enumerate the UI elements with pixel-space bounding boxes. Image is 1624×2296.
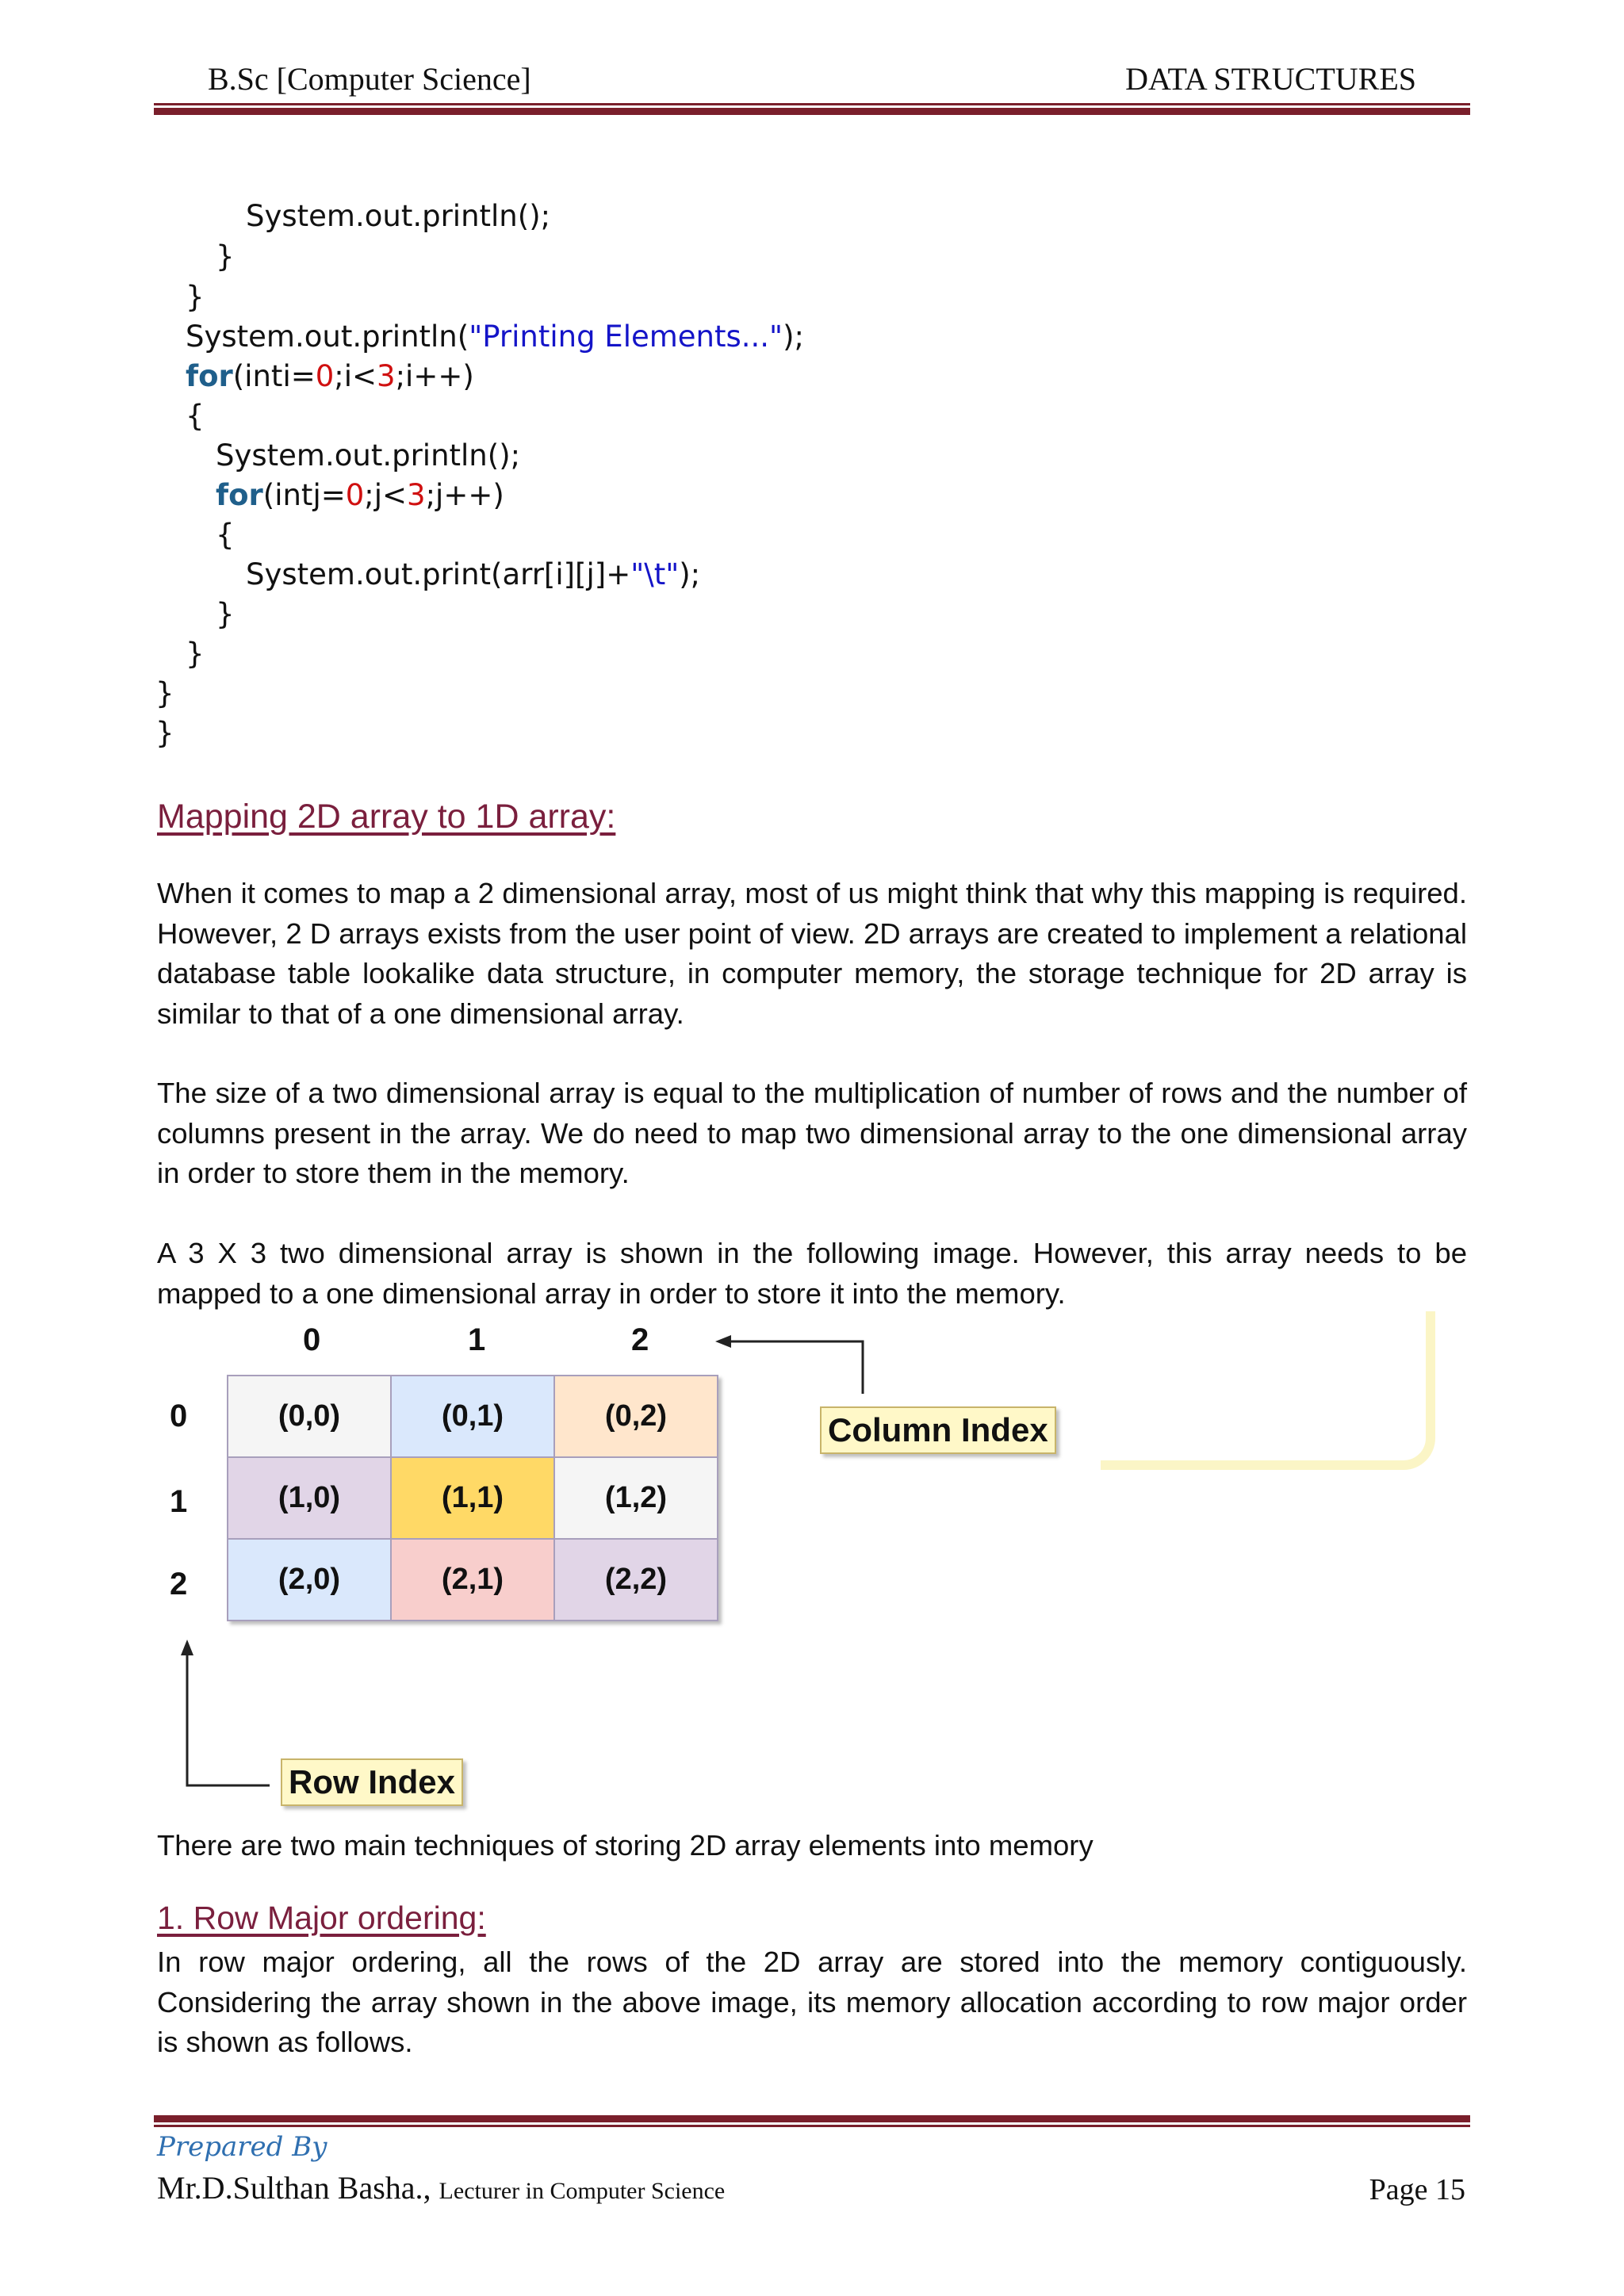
diagram-arrows [119, 1300, 1150, 1808]
row-index-label: Row Index [281, 1758, 463, 1806]
code-line-12: } [186, 637, 205, 671]
paragraph-two-techniques: There are two main techniques of storing 2D array elements into memory [157, 1829, 1094, 1862]
footer-rule-thick [154, 2115, 1470, 2122]
code-line-3: } [186, 280, 205, 314]
column-index-0: 0 [303, 1322, 321, 1357]
array-cell: (2,0) [228, 1539, 391, 1621]
paragraph-array-size: The size of a two dimensional array is equal to the multiplication of number of rows and the number of columns present in the array. We do need to map two dimensional array to the one dimensional array in order to store them in the memory. [157, 1077, 1467, 1189]
row-arrowhead [181, 1640, 193, 1655]
code-line-7: System.out.println(); [216, 438, 521, 473]
code-line-10: System.out.print(arr[i][j]+"\t"); [246, 557, 701, 591]
array-cell: (1,0) [228, 1457, 391, 1539]
code-line-1: System.out.println(); [246, 199, 551, 233]
footer-author [157, 2169, 725, 2206]
array-cell: (2,1) [391, 1539, 554, 1621]
column-index-1: 1 [468, 1322, 486, 1357]
paragraph-row-major: In row major ordering, all the rows of the 2D array are stored into the memory contiguously. Considering the array shown in the above image, its memory allocation according to row major order is shown as follows. [157, 1946, 1467, 2058]
column-index-arrow [722, 1341, 863, 1394]
code-line-9: { [216, 518, 235, 552]
column-index-2: 2 [631, 1322, 649, 1357]
prepared-by: Prepared By [157, 2131, 327, 2163]
code-line-11: } [216, 597, 235, 631]
code-line-13: } [155, 676, 174, 710]
column-arrowhead [715, 1335, 731, 1348]
header-course: B.Sc [Computer Science] [208, 61, 531, 97]
header-rule-thin [154, 103, 1470, 105]
code-line-6: { [186, 399, 205, 433]
array-cell: (2,2) [554, 1539, 718, 1621]
author-name: Mr.D.Sulthan Basha., [157, 2170, 431, 2206]
section-heading-row-major: 1. Row Major ordering: [157, 1900, 486, 1936]
array-cell: (0,1) [391, 1376, 554, 1457]
paragraph-3x3-array: A 3 X 3 two dimensional array is shown in the following image. However, this array needs to be mapped to a one dimensional array in order to store it into the memory. [157, 1237, 1467, 1310]
array-cell: (1,1) [391, 1457, 554, 1539]
row-index-1: 1 [170, 1484, 188, 1519]
code-line-2: } [216, 239, 235, 274]
paragraph-mapping-intro: When it comes to map a 2 dimensional array, most of us might think that why this mapping is required. However, 2 D arrays exists from the user point of view. 2D arrays are created to implement a relational database table lookalike data structure, in computer memory, the storage technique for 2D array is similar to that of a one dimensional array. [157, 877, 1467, 1030]
array-cell: (0,2) [554, 1376, 718, 1457]
column-index-label: Column Index [820, 1406, 1056, 1454]
array-cell: (1,2) [554, 1457, 718, 1539]
array-cell: (0,0) [228, 1376, 391, 1457]
author-role: Lecturer in Computer Science [439, 2178, 726, 2204]
header-rule-thick [154, 108, 1470, 115]
decorative-highlight [1101, 1311, 1435, 1470]
code-line-4: System.out.println("Printing Elements..."); [186, 320, 804, 354]
code-line-5: for(inti=0;i<3;i++) [186, 359, 474, 393]
header-subject: DATA STRUCTURES [1125, 61, 1416, 97]
footer-rule-thin [154, 2125, 1470, 2127]
row-index-2: 2 [170, 1567, 188, 1601]
row-index-0: 0 [170, 1399, 188, 1433]
row-index-arrow [187, 1647, 270, 1785]
page-number: Page 15 [1369, 2173, 1465, 2206]
code-line-8: for(intj=0;j<3;j++) [216, 478, 504, 512]
section-heading-mapping: Mapping 2D array to 1D array: [157, 798, 616, 836]
code-line-14: } [155, 716, 174, 750]
